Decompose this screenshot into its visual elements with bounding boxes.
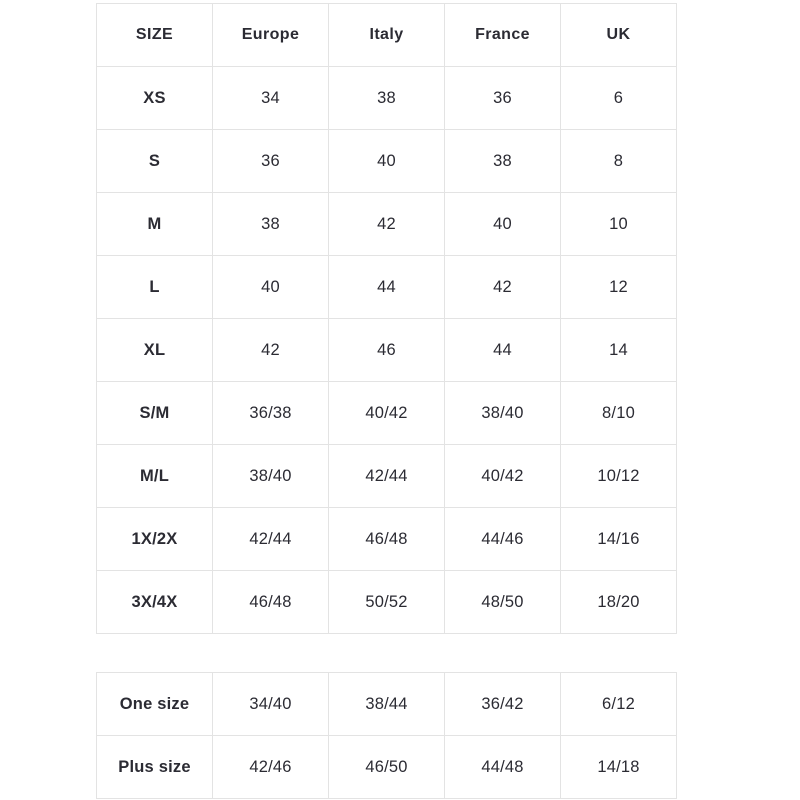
cell-europe: 34: [213, 67, 329, 130]
table-row: [97, 256, 677, 319]
table-row: [97, 319, 677, 382]
column-header-europe: Europe: [213, 4, 329, 67]
row-label: 1X/2X: [97, 508, 213, 571]
cell-uk: 14/18: [561, 736, 677, 799]
tables-container: [96, 0, 676, 799]
cell-europe: 46/48: [213, 571, 329, 634]
cell-france: 38/40: [445, 382, 561, 445]
cell-europe: 42: [213, 319, 329, 382]
cell-italy: 42/44: [329, 445, 445, 508]
table-row: [97, 571, 677, 634]
cell-uk: 8: [561, 130, 677, 193]
cell-france: 36/42: [445, 673, 561, 736]
cell-europe: 42/46: [213, 736, 329, 799]
cell-france: 44/46: [445, 508, 561, 571]
cell-france: 36: [445, 67, 561, 130]
row-label: 3X/4X: [97, 571, 213, 634]
cell-uk: 8/10: [561, 382, 677, 445]
row-label: XL: [97, 319, 213, 382]
cell-uk: 14/16: [561, 508, 677, 571]
table-row: [97, 67, 677, 130]
cell-italy: 44: [329, 256, 445, 319]
secondary-size-chart: [96, 672, 677, 799]
primary-size-chart: [96, 3, 677, 634]
column-header-uk: UK: [561, 4, 677, 67]
table-row: [97, 673, 677, 736]
cell-europe: 40: [213, 256, 329, 319]
cell-france: 44: [445, 319, 561, 382]
cell-italy: 46: [329, 319, 445, 382]
cell-france: 44/48: [445, 736, 561, 799]
row-label: S: [97, 130, 213, 193]
cell-uk: 14: [561, 319, 677, 382]
cell-france: 48/50: [445, 571, 561, 634]
cell-uk: 6/12: [561, 673, 677, 736]
row-label: XS: [97, 67, 213, 130]
row-label: One size: [97, 673, 213, 736]
cell-france: 38: [445, 130, 561, 193]
column-header-italy: Italy: [329, 4, 445, 67]
table-row: [97, 193, 677, 256]
table-row: [97, 508, 677, 571]
cell-uk: 18/20: [561, 571, 677, 634]
table-row: [97, 736, 677, 799]
row-label: L: [97, 256, 213, 319]
cell-italy: 46/48: [329, 508, 445, 571]
cell-italy: 38/44: [329, 673, 445, 736]
row-label: Plus size: [97, 736, 213, 799]
row-label: M/L: [97, 445, 213, 508]
table-row: [97, 130, 677, 193]
column-header-france: France: [445, 4, 561, 67]
table-row: [97, 382, 677, 445]
cell-france: 40/42: [445, 445, 561, 508]
cell-uk: 6: [561, 67, 677, 130]
row-label: M: [97, 193, 213, 256]
cell-europe: 42/44: [213, 508, 329, 571]
cell-france: 40: [445, 193, 561, 256]
cell-italy: 38: [329, 67, 445, 130]
cell-uk: 10/12: [561, 445, 677, 508]
table-header-row: [97, 4, 677, 67]
cell-uk: 10: [561, 193, 677, 256]
cell-italy: 42: [329, 193, 445, 256]
cell-italy: 46/50: [329, 736, 445, 799]
cell-europe: 34/40: [213, 673, 329, 736]
cell-italy: 40/42: [329, 382, 445, 445]
table-row: [97, 445, 677, 508]
cell-uk: 12: [561, 256, 677, 319]
column-header-size: SIZE: [97, 4, 213, 67]
cell-europe: 36/38: [213, 382, 329, 445]
cell-europe: 38/40: [213, 445, 329, 508]
cell-italy: 50/52: [329, 571, 445, 634]
cell-italy: 40: [329, 130, 445, 193]
row-label: S/M: [97, 382, 213, 445]
cell-europe: 36: [213, 130, 329, 193]
cell-europe: 38: [213, 193, 329, 256]
cell-france: 42: [445, 256, 561, 319]
